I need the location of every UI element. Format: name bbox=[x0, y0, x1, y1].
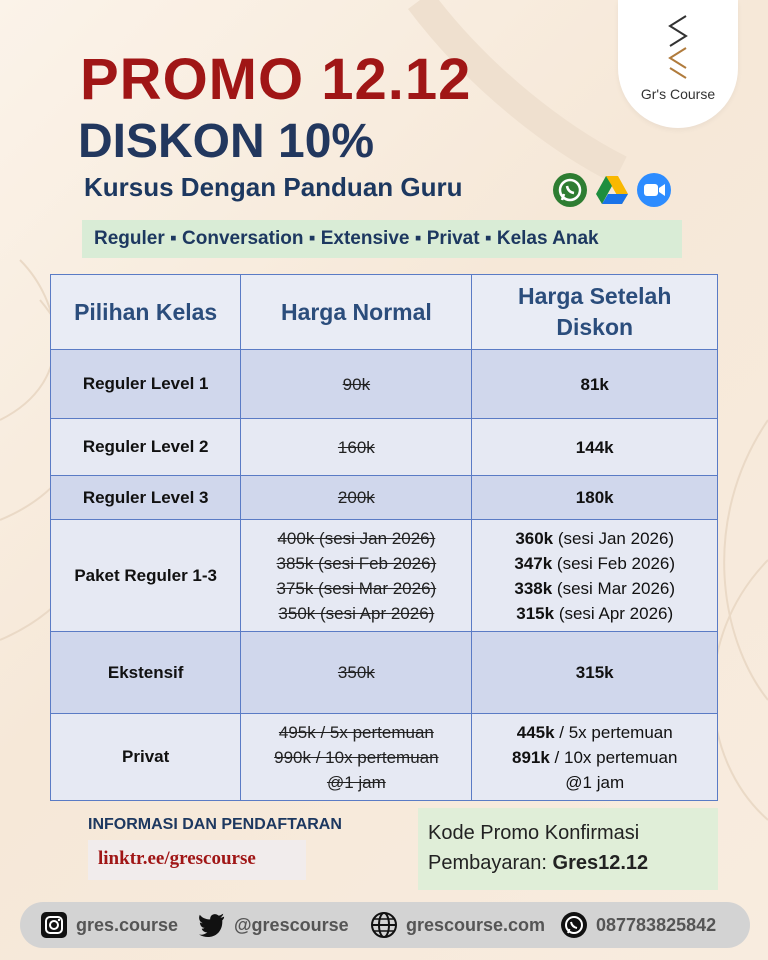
header-discount-price: Harga Setelah Diskon bbox=[472, 275, 718, 350]
table-row bbox=[51, 419, 718, 476]
discount-price: 360k (sesi Jan 2026) 347k (sesi Feb 2026) 338k (sesi Mar 2026) 315k (sesi Apr 2026) bbox=[472, 520, 718, 632]
google-drive-icon bbox=[594, 172, 630, 208]
globe-icon bbox=[370, 911, 398, 939]
normal-price: 160k bbox=[241, 419, 472, 476]
normal-price: 90k bbox=[241, 350, 472, 419]
twitter-link[interactable]: @grescourse bbox=[198, 911, 349, 939]
registration-link-box[interactable] bbox=[88, 840, 306, 880]
class-name: Reguler Level 1 bbox=[51, 350, 241, 419]
table-row bbox=[51, 520, 718, 632]
registration-link[interactable]: linktr.ee/grescourse bbox=[98, 848, 256, 869]
discount-price: 315k bbox=[472, 632, 718, 714]
class-name: Reguler Level 3 bbox=[51, 476, 241, 520]
logo-text: Gr's Course bbox=[640, 86, 716, 102]
normal-price: 400k (sesi Jan 2026) 385k (sesi Feb 2026) 375k (sesi Mar 2026) 350k (sesi Apr 2026) bbox=[241, 520, 472, 632]
twitter-icon bbox=[198, 911, 226, 939]
instagram-link[interactable]: gres.course bbox=[40, 911, 178, 939]
class-name: Ekstensif bbox=[51, 632, 241, 714]
price-table bbox=[50, 274, 718, 801]
class-name: Paket Reguler 1-3 bbox=[51, 520, 241, 632]
discount-price: 81k bbox=[472, 350, 718, 419]
discount-price: 144k bbox=[472, 419, 718, 476]
zoom-icon bbox=[636, 172, 672, 208]
discount-title: DISKON 10% bbox=[78, 115, 375, 168]
app-icons bbox=[552, 172, 672, 208]
table-row bbox=[51, 350, 718, 419]
logo-mark-icon bbox=[658, 12, 698, 82]
normal-price: 350k bbox=[241, 632, 472, 714]
promo-code-box bbox=[418, 808, 718, 890]
course-subtitle: Kursus Dengan Panduan Guru bbox=[84, 172, 463, 202]
whatsapp-link[interactable]: 087783825842 bbox=[560, 911, 716, 939]
promo-title: PROMO 12.12 bbox=[80, 47, 472, 112]
gres-course-logo bbox=[618, 0, 738, 128]
class-name: Reguler Level 2 bbox=[51, 419, 241, 476]
table-row bbox=[51, 714, 718, 801]
website-link[interactable]: grescourse.com bbox=[370, 911, 545, 939]
discount-price: 180k bbox=[472, 476, 718, 520]
promo-code-line: Pembayaran: Gres12.12 bbox=[428, 852, 649, 874]
class-name: Privat bbox=[51, 714, 241, 801]
table-row bbox=[51, 632, 718, 714]
whatsapp-icon bbox=[552, 172, 588, 208]
discount-price: 445k / 5x pertemuan 891k / 10x pertemuan @1 jam bbox=[472, 714, 718, 801]
normal-price: 200k bbox=[241, 476, 472, 520]
header-class-option: Pilihan Kelas bbox=[51, 275, 241, 350]
social-footer bbox=[20, 902, 750, 948]
promo-code-label: Kode Promo Konfirmasi bbox=[428, 822, 640, 844]
instagram-icon bbox=[40, 911, 68, 939]
info-title: INFORMASI DAN PENDAFTARAN bbox=[88, 816, 342, 833]
table-row bbox=[51, 476, 718, 520]
header-normal-price: Harga Normal bbox=[241, 275, 472, 350]
whatsapp-icon bbox=[560, 911, 588, 939]
table-header-row bbox=[51, 275, 718, 350]
class-types-banner: Reguler ▪ Conversation ▪ Extensive ▪ Privat ▪ Kelas Anak bbox=[82, 220, 682, 258]
normal-price: 495k / 5x pertemuan 990k / 10x pertemuan @1 jam bbox=[241, 714, 472, 801]
promo-code: Gres12.12 bbox=[552, 852, 649, 874]
